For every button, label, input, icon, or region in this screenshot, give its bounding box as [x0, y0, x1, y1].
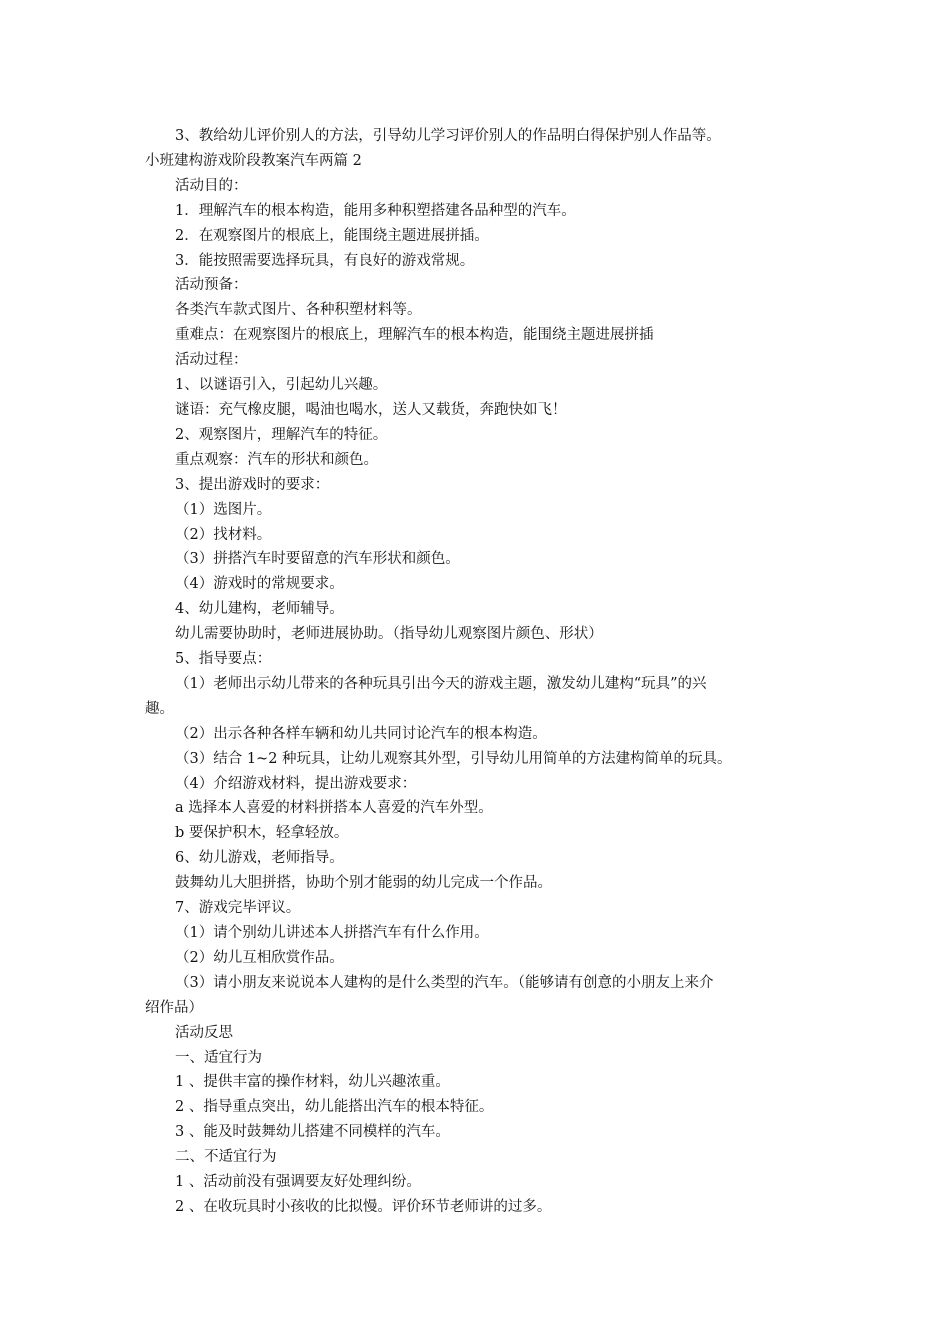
text-line: 活动过程：: [175, 352, 248, 369]
text-line: 1 、活动前没有强调要友好处理纠纷。: [175, 1174, 421, 1191]
text-line: （4）游戏时的常规要求。: [175, 576, 344, 593]
text-line: 1、以谜语引入，引起幼儿兴趣。: [175, 377, 388, 394]
text-line: 2．在观察图片的根底上，能围绕主题进展拼插。: [175, 227, 489, 244]
text-line: 5、指导要点：: [175, 651, 272, 668]
text-line: 重点观察：汽车的形状和颜色。: [175, 451, 378, 468]
text-line: a 选择本人喜爱的材料拼搭本人喜爱的汽车外型。: [175, 800, 493, 817]
text-line: 各类汽车款式图片、各种积塑材料等。: [175, 302, 422, 319]
text-line: 趣。: [145, 700, 174, 717]
text-line: 绍作品）: [145, 999, 203, 1016]
text-line: 谜语：充气橡皮腿，喝油也喝水，送人又载货，奔跑快如飞！: [175, 401, 567, 418]
text-line: （1）请个别幼儿讲述本人拼搭汽车有什么作用。: [175, 925, 489, 941]
text-line: 3．能按照需要选择玩具，有良好的游戏常规。: [175, 252, 475, 269]
text-line: 3、教给幼儿评价别人的方法，引导幼儿学习评价别人的作品明白得保护别人作品等。: [175, 128, 721, 144]
text-line: 一、适宜行为: [175, 1049, 262, 1066]
text-line: （2）幼儿互相欣赏作品。: [175, 949, 344, 966]
text-line: 活动目的：: [175, 177, 248, 194]
text-line: 4、幼儿建构，老师辅导。: [175, 601, 344, 618]
text-line: 活动预备：: [175, 277, 248, 294]
text-line: 3 、能及时鼓舞幼儿搭建不同模样的汽车。: [175, 1124, 450, 1141]
text-line: 幼儿需要协助时，老师进展协助。（指导幼儿观察图片颜色、形状）: [175, 626, 603, 643]
text-line: （2）出示各种各样车辆和幼儿共同讨论汽车的根本构造。: [175, 725, 547, 742]
text-line: （1）选图片。: [175, 501, 272, 518]
text-line: b 要保护积木，轻拿轻放。: [175, 825, 349, 842]
text-line: （3）拼搭汽车时要留意的汽车形状和颜色。: [175, 551, 460, 568]
text-line: （2）找材料。: [175, 526, 272, 543]
text-line: （4）介绍游戏材料，提出游戏要求：: [175, 775, 417, 792]
text-line: 二、不适宜行为: [175, 1149, 277, 1166]
text-line: 2 、指导重点突出，幼儿能搭出汽车的根本特征。: [175, 1099, 494, 1116]
text-line: 2、观察图片，理解汽车的特征。: [175, 426, 388, 443]
document-body: [145, 124, 815, 1220]
text-line: 小班建构游戏阶段教案汽车两篇 2: [145, 152, 362, 169]
text-line: 6、幼儿游戏，老师指导。: [175, 850, 344, 867]
text-line: 重难点：在观察图片的根底上，理解汽车的根本构造，能围绕主题进展拼插: [175, 327, 654, 344]
text-line: 7、游戏完毕评议。: [175, 900, 301, 917]
text-line: （3）结合 1~2 种玩具，让幼儿观察其外型，引导幼儿用简单的方法建构简单的玩具。: [175, 750, 732, 767]
text-line: 1 、提供丰富的操作材料，幼儿兴趣浓重。: [175, 1074, 450, 1091]
text-line: （1）老师出示幼儿带来的各种玩具引出今天的游戏主题，激发幼儿建构“玩具”的兴: [175, 675, 707, 692]
text-line: 1．理解汽车的根本构造，能用多种积塑搭建各品种型的汽车。: [175, 202, 576, 219]
text-line: 鼓舞幼儿大胆拼搭，协助个别才能弱的幼儿完成一个作品。: [175, 875, 552, 892]
text-line: 2 、在收玩具时小孩收的比拟慢。评价环节老师讲的过多。: [175, 1198, 552, 1215]
text-line: 活动反思: [175, 1024, 233, 1041]
text-line: 3、提出游戏时的要求：: [175, 476, 330, 493]
text-line: （3）请小朋友来说说本人建构的是什么类型的汽车。（能够请有创意的小朋友上来介: [175, 974, 714, 991]
